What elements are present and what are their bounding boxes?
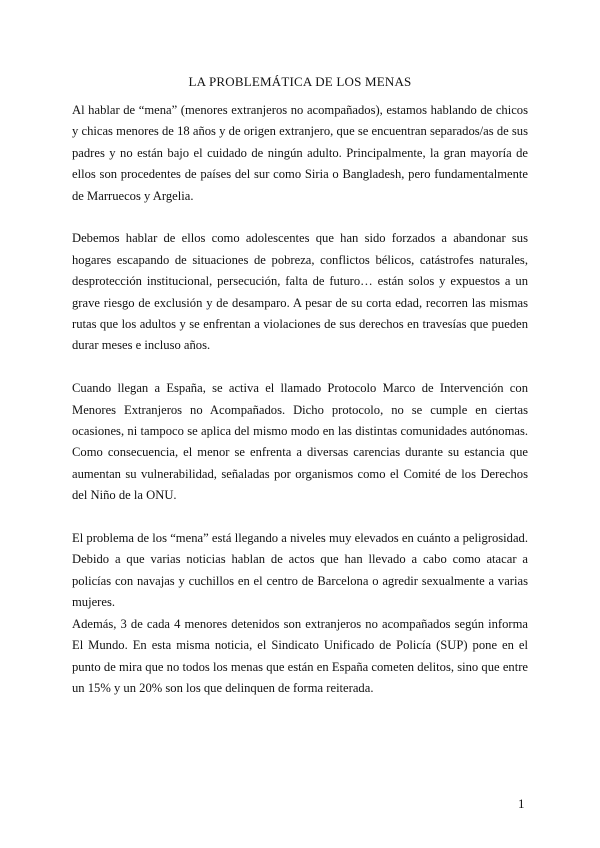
document-body <box>72 100 528 699</box>
paragraph-3: Cuando llegan a España, se activa el llamado Protocolo Marco de Intervención con Menores Extranjeros no Acompañados. Dicho protocolo, no se cumple en ciertas ocasiones, ni tampoco se aplica del mismo modo en las distintas comunidades autónomas. Como consecuencia, el menor se enfrenta a diversas carencias durante su estancia que aumentan su vulnerabilidad, señaladas por organismos como el Comité de los Derechos del Niño de la ONU. <box>72 381 528 503</box>
paragraph-gap <box>72 357 528 378</box>
paragraph-5: Además, 3 de cada 4 menores detenidos son extranjeros no acompañados según informa El Mundo. En esta misma noticia, el Sindicato Unificado de Policía (SUP) pone en el punto de mira que no todos los menas que están en España cometen delitos, sino que entre un 15% y un 20% son los que delinquen de forma reiterada. <box>72 616 528 695</box>
paragraph-gap <box>72 507 528 528</box>
paragraph-2: Debemos hablar de ellos como adolescentes que han sido forzados a abandonar sus hogares escapando de situaciones de pobreza, conflictos bélicos, catástrofes naturales, desprotección institucional, persecución, falta de futuro… están solos y expuestos a un grave riesgo de exclusión y de desamparo. A pesar de su corta edad, recorren las mismas rutas que los adultos y se enfrentan a violaciones de sus derechos en travesías que pueden durar meses e incluso años. <box>72 231 528 353</box>
document-title: LA PROBLEMÁTICA DE LOS MENAS <box>188 74 412 89</box>
paragraph-1: Al hablar de “mena” (menores extranjeros no acompañados), estamos hablando de chicos y chicas menores de 18 años y de origen extranjero, que se encuentran separados/as de sus padres y no están bajo el cuidado de ningún adulto. Principalmente, la gran mayoría de ellos son procedentes de países del sur como Siria o Bangladesh, pero fundamentalmente de Marruecos y Argelia. <box>72 103 528 203</box>
page-number: 1 <box>518 796 525 811</box>
paragraph-4: El problema de los “mena” está llegando a niveles muy elevados en cuánto a peligrosidad. Debido a que varias noticias hablan de actos que han llevado a cabo como atacar a policías con navajas y cuchillos en el centro de Barcelona o agredir sexualmente a varias mujeres. <box>72 531 528 610</box>
paragraph-gap <box>72 207 528 228</box>
